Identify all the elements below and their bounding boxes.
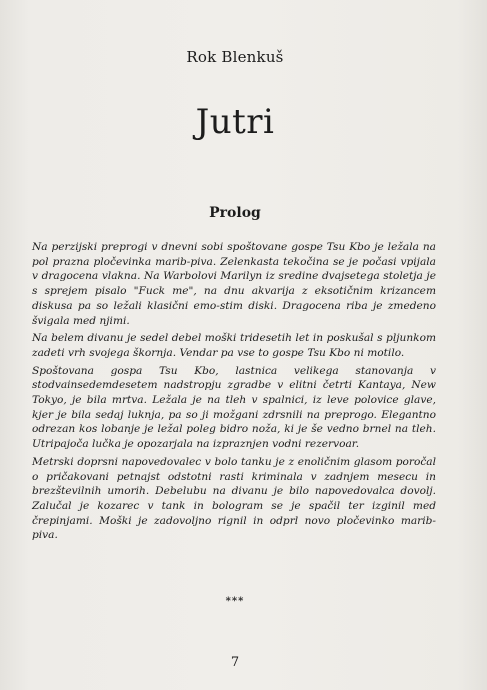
page-number: 7: [230, 655, 240, 670]
section-heading: Prolog: [209, 205, 261, 221]
paragraph: Na belem divanu je sedel debel moški tridesetih let in poskušal s pljunkom zadeti vrh svojega škornja. Vendar pa vse to gospe Tsu Kbo ni motilo.: [32, 332, 436, 359]
author-name: Rok Blenkuš: [186, 48, 284, 66]
chapter-title: Jutri: [195, 102, 275, 142]
section-separator: ***: [225, 596, 245, 607]
paragraph: Na perzijski preprogi v dnevni sobi spoštovane gospe Tsu Kbo je ležala na pol prazna pločevinka marib-piva. Zelenkasta tekočina se je počasi vpijala v dragocena vlakna. Na Warbolovi Marilyn iz sredine dvajsetega stoletja je s sprejem pisalo "Fuck me", na dnu akvarija z eksotičnim krizancem diskusa pa so ležali klasični emo-stim diski. Dragocena riba je zmedeno švigala med njimi.: [32, 241, 436, 327]
paragraph: Metrski doprsni napovedovalec v bolo tanku je z enoličnim glasom poročal o pričakovani petnajst odstotni rasti kriminala v zadnjem mesecu in brezštevilnih umorih. Debelubu na divanu je bilo napovedovalca dovolj. Zalučal je kozarec v tank in bologram se je spačil ter izginil med črepinjami. Moški je zadovoljno rignil in odprl novo pločevinko marib- piva.: [32, 455, 436, 542]
paragraph: Spoštovana gospa Tsu Kbo, lastnica velikega stanovanja v stodvainsedemdesetem nadstropju zgradbe v elitni četrti Kantaya, New Tokyo, je bila mrtva. Ležala je na tleh v spalnici, iz leve polovice glave, kjer je bila sedaj luknja, pa so ji možgani zdrsnili na preprogo. Elegantno odrezan kos lobanje je ležal poleg bidro noža, ki je še vedno brnel na tleh. Utripajoča lučka je opozarjala na izpraznjen vodni rezervoar.: [32, 364, 436, 451]
body-text: [32, 240, 436, 546]
